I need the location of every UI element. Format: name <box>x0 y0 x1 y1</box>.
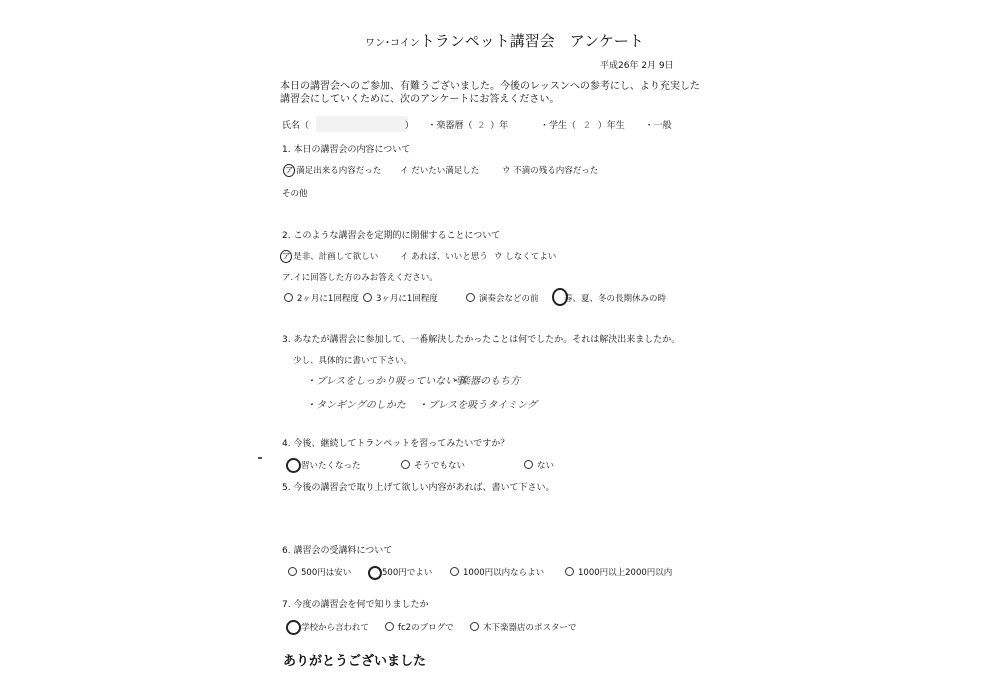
survey-date: 平成26年 2月 9日 <box>600 61 674 71</box>
q5-heading: 5. 今後の講習会で取り上げて欲しい内容があれば、書いて下さい。 <box>282 483 555 493</box>
radio-icon <box>284 293 293 302</box>
experience-label: ・楽器暦（ <box>427 121 473 131</box>
q1-option-b[interactable]: イ だいたい満足した <box>400 166 480 176</box>
q3-answer-3: ・タンギングのしかた <box>306 400 406 411</box>
q6-selected-mark <box>368 566 382 580</box>
q1-option-c[interactable]: ウ 不満の残る内容だった <box>502 166 599 176</box>
q2-sub-option-2[interactable] <box>363 293 438 305</box>
q2-sub-option-4-label: 春、夏、冬の長期休みの時 <box>564 294 667 304</box>
q3-answer-4: ・ブレスを吸うタイミング <box>418 400 537 411</box>
q6-option-4-label: 1000円以上2000円以内 <box>578 568 673 578</box>
radio-icon <box>450 567 459 576</box>
title-prefix: ワン･コイン <box>365 38 420 49</box>
experience-unit: ）年 <box>490 121 509 131</box>
q2-heading: 2. このような講習会を定期的に開催することについて <box>282 231 501 241</box>
q3-sub-heading: 少し、具体的に書いて下さい。 <box>293 356 413 366</box>
q6-option-1-label: 500円は安い <box>301 568 352 578</box>
q4-selected-mark <box>286 458 301 473</box>
q4-option-3-label: ない <box>537 461 555 471</box>
q2-sub-option-2-label: 3ヶ月に1回程度 <box>376 294 438 304</box>
general-label: ・一般 <box>644 121 672 131</box>
q1-selected-mark <box>283 164 295 177</box>
intro-text: 本日の講習会へのご参加、有難うございました。今後のレッスンへの参考にし、より充実した講習会にしていくために、次のアンケートにお答えください。 <box>280 81 700 105</box>
q2-sub-option-1-label: 2ヶ月に1回程度 <box>297 294 359 304</box>
closing-text: ありがとうございました <box>283 654 427 669</box>
radio-icon <box>470 622 479 631</box>
respondent-line <box>282 120 672 132</box>
q4-option-3[interactable] <box>524 460 554 472</box>
q4-option-2-label: そうでもない <box>414 461 466 471</box>
q2-sub-option-1[interactable] <box>284 293 359 305</box>
student-value: 2 <box>584 121 590 131</box>
q2-option-c[interactable]: ウ しなくてよい <box>494 252 557 262</box>
radio-icon <box>363 293 372 302</box>
q7-option-3-label: 木下楽器店のポスターで <box>483 623 577 633</box>
radio-icon <box>466 293 475 302</box>
q6-option-3-label: 1000円以内ならよい <box>463 568 545 578</box>
radio-icon <box>385 622 394 631</box>
student-unit: ）年生 <box>597 121 625 131</box>
radio-icon <box>401 460 410 469</box>
q1-option-a[interactable]: ア 満足出来る内容だった <box>285 166 382 176</box>
q2-sub-option-4[interactable] <box>564 293 666 305</box>
q7-option-1[interactable]: 学校から言われて <box>301 623 370 633</box>
q7-option-2[interactable] <box>385 622 454 634</box>
name-close: ） <box>404 121 414 131</box>
q7-heading: 7. 今度の講習会を何で知りましたか <box>282 600 429 610</box>
title-main: トランペット講習会 アンケート <box>419 32 644 50</box>
q2-selected-mark <box>280 250 292 263</box>
q7-option-3[interactable] <box>470 622 577 634</box>
q4-option-2[interactable] <box>401 460 465 472</box>
q6-option-2[interactable]: 500円でよい <box>382 568 433 578</box>
student-label: ・学生（ <box>540 121 577 131</box>
q2-sub-option-3-label: 演奏会などの前 <box>479 294 539 304</box>
q2-option-a[interactable]: ア 是非、計画して欲しい <box>282 252 379 262</box>
q2-sub-option-3[interactable] <box>466 293 539 305</box>
survey-title <box>365 32 644 53</box>
q2-sub-heading: ア.イに回答した方のみお答えください。 <box>282 273 438 283</box>
q1-other-label: その他 <box>282 189 308 199</box>
q4-option-1[interactable]: 習いたくなった <box>301 461 361 471</box>
q4-heading: 4. 今後、継続してトランペットを習ってみたいですか？ <box>282 439 510 449</box>
q3-answer-2: ・楽器のもち方 <box>450 376 520 387</box>
q7-selected-mark <box>286 620 301 635</box>
name-label: 氏名（ <box>282 121 310 131</box>
experience-value: 2 <box>478 121 485 131</box>
radio-icon <box>565 567 574 576</box>
q3-answer-1: ・ブレスをしっかり吸っていない事 <box>306 376 466 387</box>
q1-heading: 1. 本日の講習会の内容について <box>282 145 411 155</box>
q7-option-2-label: fc2のブログで <box>398 623 454 633</box>
q3-heading: 3. あなたが講習会に参加して、一番解決したかったことは何でしたか。それは解決出来ましたか。 <box>282 335 681 345</box>
q2-sub-selected-mark <box>552 288 568 306</box>
q6-option-1[interactable] <box>288 567 351 579</box>
radio-icon <box>524 460 533 469</box>
q6-option-4[interactable] <box>565 567 672 579</box>
q6-heading: 6. 講習会の受講料について <box>282 546 393 556</box>
stray-mark <box>258 457 262 459</box>
q6-option-3[interactable] <box>450 567 544 579</box>
q2-option-b[interactable]: イ あれば、いいと思う <box>400 252 488 262</box>
radio-icon <box>288 567 297 576</box>
